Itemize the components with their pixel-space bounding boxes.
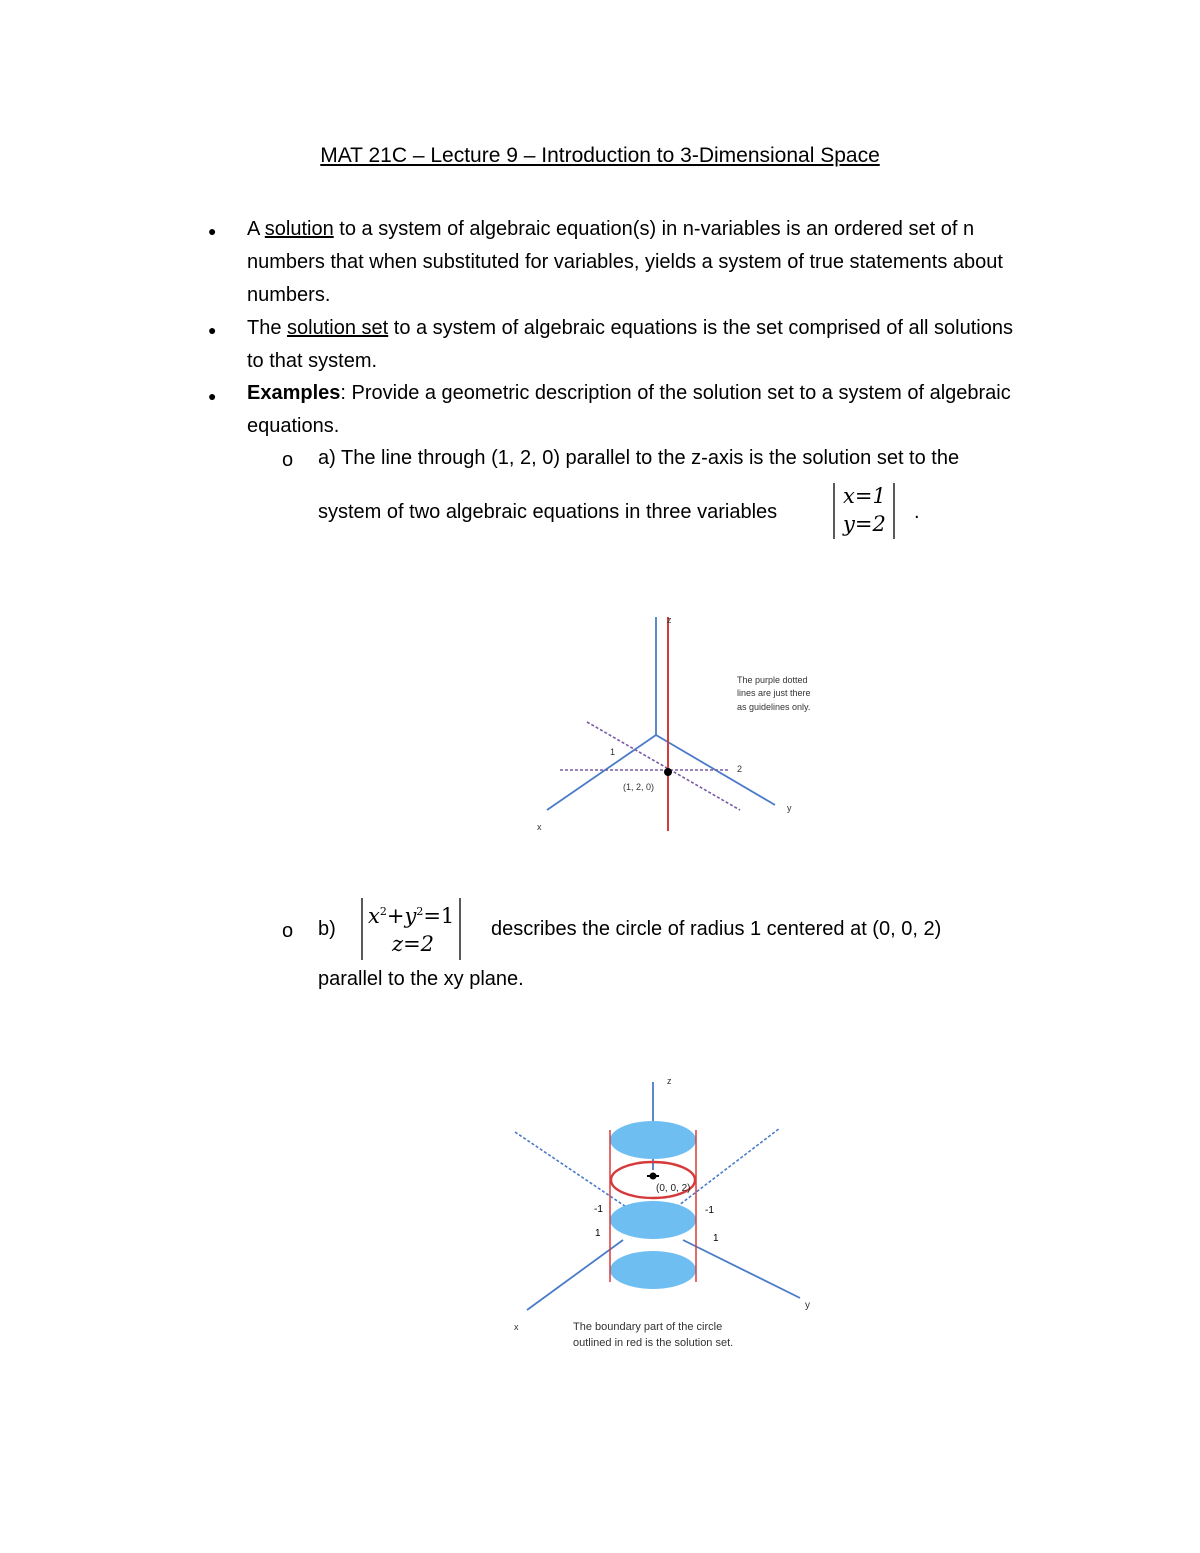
- equation-y: y=2: [843, 512, 886, 536]
- equation-system-b: [356, 894, 466, 964]
- figure-circle-3d: [505, 1070, 825, 1360]
- example-b-line2: parallel to the xy plane.: [318, 968, 524, 990]
- note-line1: The purple dotted: [737, 675, 808, 685]
- example-a-line2: system of two algebraic equations in three variables: [318, 501, 778, 523]
- bottom-disk: [610, 1251, 696, 1289]
- plus: +: [386, 904, 405, 928]
- tick-2: 2: [737, 764, 743, 774]
- x-label: x: [537, 822, 542, 832]
- equation-system-a: [826, 481, 902, 543]
- text: to a system of algebraic equation(s) in n-variables is an ordered set of n numbers that when substituted for variables, yields a system of true statements about numbers.: [247, 218, 1003, 306]
- text: : Provide a geometric description of the solution set to a system of algebraic equations.: [247, 382, 1011, 437]
- rhs: =1: [423, 904, 455, 928]
- bullet-icon: ●: [208, 223, 217, 239]
- example-b-label: b): [318, 918, 336, 940]
- exponent: 2: [416, 905, 424, 918]
- y-label: y: [805, 1300, 810, 1311]
- note-line2: outlined in red is the solution set.: [573, 1337, 734, 1349]
- bullet-icon: ●: [208, 388, 217, 404]
- term-examples: Examples: [247, 382, 341, 404]
- period: .: [914, 501, 920, 523]
- center-point: [650, 1173, 657, 1180]
- note-line1: The boundary part of the circle: [573, 1321, 723, 1333]
- tick-1-left: 1: [595, 1228, 601, 1239]
- tick-1: 1: [610, 747, 616, 757]
- y-axis: [683, 1240, 800, 1298]
- equation-x: x=1: [843, 484, 886, 508]
- note-line2: lines are just there: [737, 688, 811, 698]
- center-label: (0, 0, 2): [656, 1183, 691, 1194]
- definition-solution-set: [247, 312, 1027, 378]
- equation-z: z=2: [392, 932, 435, 956]
- definition-solution: [247, 213, 1027, 312]
- point-label: (1, 2, 0): [623, 782, 655, 792]
- bullet-icon: ●: [208, 322, 217, 338]
- exponent: 2: [379, 905, 387, 918]
- x-axis: [527, 1240, 623, 1310]
- term-solution-set: solution set: [287, 317, 389, 339]
- z-label: z: [667, 1076, 672, 1086]
- x-axis: [547, 735, 656, 810]
- sub-bullet-marker: o: [282, 920, 294, 942]
- text: The: [247, 317, 288, 339]
- tick-1-right: 1: [713, 1233, 719, 1244]
- term-solution: solution: [264, 218, 334, 240]
- tick-neg1-right: -1: [705, 1205, 714, 1216]
- var-x: x: [368, 904, 380, 928]
- note-line3: as guidelines only.: [737, 702, 811, 712]
- top-disk: [610, 1121, 696, 1159]
- example-b-desc: describes the circle of radius 1 centered at (0, 0, 2): [491, 918, 942, 940]
- page-title: MAT 21C – Lecture 9 – Introduction to 3-Dimensional Space: [320, 144, 880, 167]
- y-label: y: [787, 803, 792, 813]
- tick-neg1-left: -1: [594, 1204, 603, 1215]
- x-label: x: [514, 1322, 519, 1332]
- text: to a system of algebraic equations is the set comprised of all solutions to that system.: [247, 317, 1013, 372]
- equation-circle: [368, 904, 454, 928]
- point-1-2-0: [664, 768, 672, 776]
- figure-line-3d: [525, 605, 845, 845]
- examples-intro: [247, 377, 1027, 443]
- var-y: y: [404, 904, 417, 928]
- middle-disk: [610, 1201, 696, 1239]
- z-label: z: [667, 615, 672, 625]
- example-a-line1: a) The line through (1, 2, 0) parallel to the z-axis is the solution set to the: [318, 447, 960, 469]
- sub-bullet-marker: o: [282, 449, 294, 471]
- text: A: [247, 218, 265, 240]
